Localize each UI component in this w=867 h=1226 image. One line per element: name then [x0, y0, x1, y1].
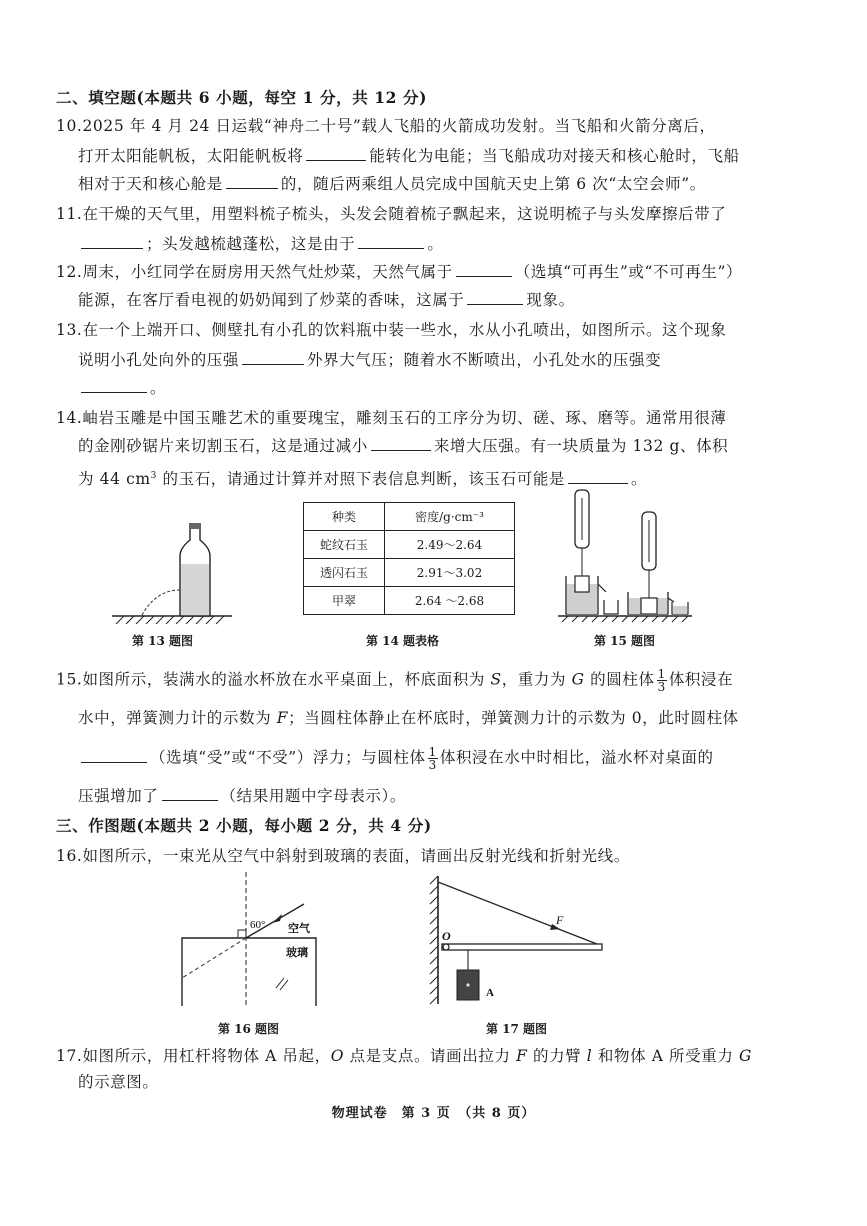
- answer-blank[interactable]: [467, 290, 523, 305]
- table-row: [304, 531, 515, 559]
- q12-line2: [78, 290, 575, 310]
- answer-blank[interactable]: [568, 469, 628, 484]
- q14-line3: [78, 466, 647, 489]
- symbol-G: G: [571, 670, 585, 689]
- q10-line3: [78, 174, 706, 194]
- table-row: [304, 587, 515, 615]
- q10-text: 的，随后两乘组人员完成中国航天史上第 6 次“太空会师”。: [280, 175, 706, 193]
- q14-line2: [78, 436, 728, 456]
- q11-line2: [78, 234, 443, 254]
- q17-line1: [56, 1046, 752, 1066]
- q13-line1: 13.在一个上端开口、侧壁扎有小孔的饮料瓶中装一些水，水从小孔喷出，如图所示。这个现象: [56, 321, 727, 339]
- fraction-one-third: [657, 668, 667, 693]
- q15-text: 的圆柱体: [584, 670, 655, 689]
- table-cell: 2.91～3.02: [385, 559, 515, 587]
- answer-blank[interactable]: [242, 350, 304, 365]
- q13-text: 外界大气压；随着水不断喷出，小孔处水的压强变: [307, 351, 662, 369]
- q13-text: 。: [150, 379, 167, 397]
- object-label: A: [486, 987, 494, 999]
- table-cell: 2.49～2.64: [385, 531, 515, 559]
- table-cell: 2.64 ～2.68: [385, 587, 515, 615]
- q15-text: （选填“受”或“不受”）浮力；与圆柱体: [150, 748, 426, 767]
- q11-text: 。: [427, 235, 444, 253]
- table-row: [304, 559, 515, 587]
- table-cell: 甲翠: [304, 587, 385, 615]
- figure-15-caption: 第 15 题图: [594, 634, 656, 648]
- q17-text: 的力臂: [527, 1047, 587, 1065]
- answer-blank[interactable]: [81, 748, 147, 763]
- symbol-S: S: [490, 670, 502, 689]
- q15-line3: [78, 746, 714, 771]
- q14-text: 的玉石，请通过计算并对照下表信息判断，该玉石可能是: [156, 470, 566, 489]
- q16-line1: 16.如图所示，一束光从空气中斜射到玻璃的表面，请画出反射光线和折射光线。: [56, 847, 630, 865]
- q17-text: 点是支点。请画出拉力: [344, 1047, 517, 1065]
- q10-text: 相对于天和核心舱是: [78, 175, 223, 193]
- answer-blank[interactable]: [81, 378, 147, 393]
- density-table: [303, 502, 515, 615]
- q17-line2: 的示意图。: [78, 1073, 159, 1091]
- fraction-one-third: [428, 746, 438, 771]
- table-cell: 透闪石玉: [304, 559, 385, 587]
- figure-17-caption: 第 17 题图: [486, 1022, 548, 1036]
- q15-text: 体积浸在: [668, 670, 734, 689]
- q14-text: 为 44 cm: [78, 470, 151, 489]
- q10-text: 打开太阳能帆板，太阳能帆板将: [78, 147, 304, 165]
- answer-blank[interactable]: [162, 786, 218, 801]
- symbol-O: O: [330, 1047, 345, 1065]
- air-label: 空气: [288, 923, 310, 935]
- q10-text: 能转化为电能；当飞船成功对接天和核心舱时，飞船: [369, 147, 740, 165]
- force-label: F: [556, 913, 564, 927]
- q12-text: （选填“可再生”或“不可再生”）: [514, 263, 743, 281]
- symbol-F: F: [516, 1047, 528, 1065]
- q14-text: 的金刚砂锯片来切割玉石，这是通过减小: [78, 437, 368, 455]
- section-heading-fill-blank: 二、填空题(本题共 6 小题，每空 1 分，共 12 分): [56, 88, 428, 107]
- symbol-l: l: [586, 1047, 593, 1065]
- q12-text: 现象。: [526, 291, 575, 309]
- figure-15-overflow-cup: [556, 488, 696, 623]
- table-header-cell: 密度/g·cm⁻³: [385, 503, 515, 531]
- q14-line1: 14.岫岩玉雕是中国玉雕艺术的重要瑰宝，雕刻玉石的工序分为切、磋、琢、磨等。通常用很薄: [56, 409, 727, 427]
- q17-text: 和物体 A 所受重力: [592, 1047, 739, 1065]
- glass-label: 玻璃: [286, 947, 308, 959]
- fraction-denominator: 3: [428, 758, 437, 772]
- pivot-label: O: [442, 929, 451, 943]
- q12-text: 12.周末，小红同学在厨房用天然气灶炒菜，天然气属于: [56, 263, 453, 281]
- q15-text: 体积浸在水中时相比，溢水杯对桌面的: [439, 748, 714, 767]
- q14-text: 来增大压强。有一块质量为 132 g、体积: [433, 437, 729, 455]
- q10-line2: [78, 146, 740, 166]
- q15-text: 压强增加了: [78, 787, 159, 805]
- section-heading-drawing: 三、作图题(本题共 2 小题，每小题 2 分，共 4 分): [56, 816, 432, 835]
- q15-text: 水中，弹簧测力计的示数为: [78, 709, 277, 727]
- q10-line1: 10.2025 年 4 月 24 日运载“神舟二十号”载人飞船的火箭成功发射。当飞船和火箭分离后，: [56, 117, 716, 135]
- figure-13-caption: 第 13 题图: [132, 634, 194, 648]
- figure-16-light-refraction: [176, 870, 326, 1010]
- page-footer: 物理试卷 第 3 页 （共 8 页）: [331, 1106, 536, 1121]
- symbol-G: G: [738, 1047, 752, 1065]
- table-14-caption: 第 14 题表格: [366, 634, 440, 648]
- q15-line2: [78, 708, 739, 728]
- q11-line1: 11.在干燥的天气里，用塑料梳子梳头，头发会随着梳子飘起来，这说明梳子与头发摩擦后带了: [56, 205, 727, 223]
- table-cell: 蛇纹石玉: [304, 531, 385, 559]
- q15-text: 15.如图所示，装满水的溢水杯放在水平桌面上，杯底面积为: [56, 670, 491, 689]
- table-header-row: [304, 503, 515, 531]
- q15-line1: [56, 668, 733, 693]
- answer-blank[interactable]: [456, 262, 512, 277]
- q15-text: ；当圆柱体静止在杯底时，弹簧测力计的示数为 0，此时圆柱体: [288, 709, 739, 727]
- q15-text: ，重力为: [501, 670, 572, 689]
- answer-blank[interactable]: [371, 436, 431, 451]
- q13-line3: [78, 378, 166, 398]
- figure-16-caption: 第 16 题图: [218, 1022, 280, 1036]
- fraction-denominator: 3: [657, 680, 666, 694]
- q17-text: 17.如图所示，用杠杆将物体 A 吊起，: [56, 1047, 331, 1065]
- fraction-numerator: 1: [428, 745, 437, 759]
- figure-13-bottle: [110, 520, 240, 625]
- q13-text: 说明小孔处向外的压强: [78, 351, 240, 369]
- answer-blank[interactable]: [226, 174, 278, 189]
- q12-text: 能源，在客厅看电视的奶奶闻到了炒菜的香味，这属于: [78, 291, 465, 309]
- fraction-numerator: 1: [657, 667, 666, 681]
- q14-text: 。: [631, 470, 648, 489]
- answer-blank[interactable]: [81, 234, 143, 249]
- q13-line2: [78, 350, 661, 370]
- angle-label: 60°: [250, 919, 266, 931]
- q15-text: （结果用题中字母表示）。: [220, 787, 406, 805]
- answer-blank[interactable]: [306, 146, 366, 161]
- q12-line1: [56, 262, 742, 282]
- q11-text: ；头发越梳越蓬松，这是由于: [146, 235, 356, 253]
- symbol-F: F: [276, 709, 289, 727]
- superscript: 3: [150, 471, 157, 481]
- answer-blank[interactable]: [358, 234, 424, 249]
- q15-line4: [78, 786, 406, 806]
- figure-17-lever: [428, 872, 614, 1012]
- table-header-cell: 种类: [304, 503, 385, 531]
